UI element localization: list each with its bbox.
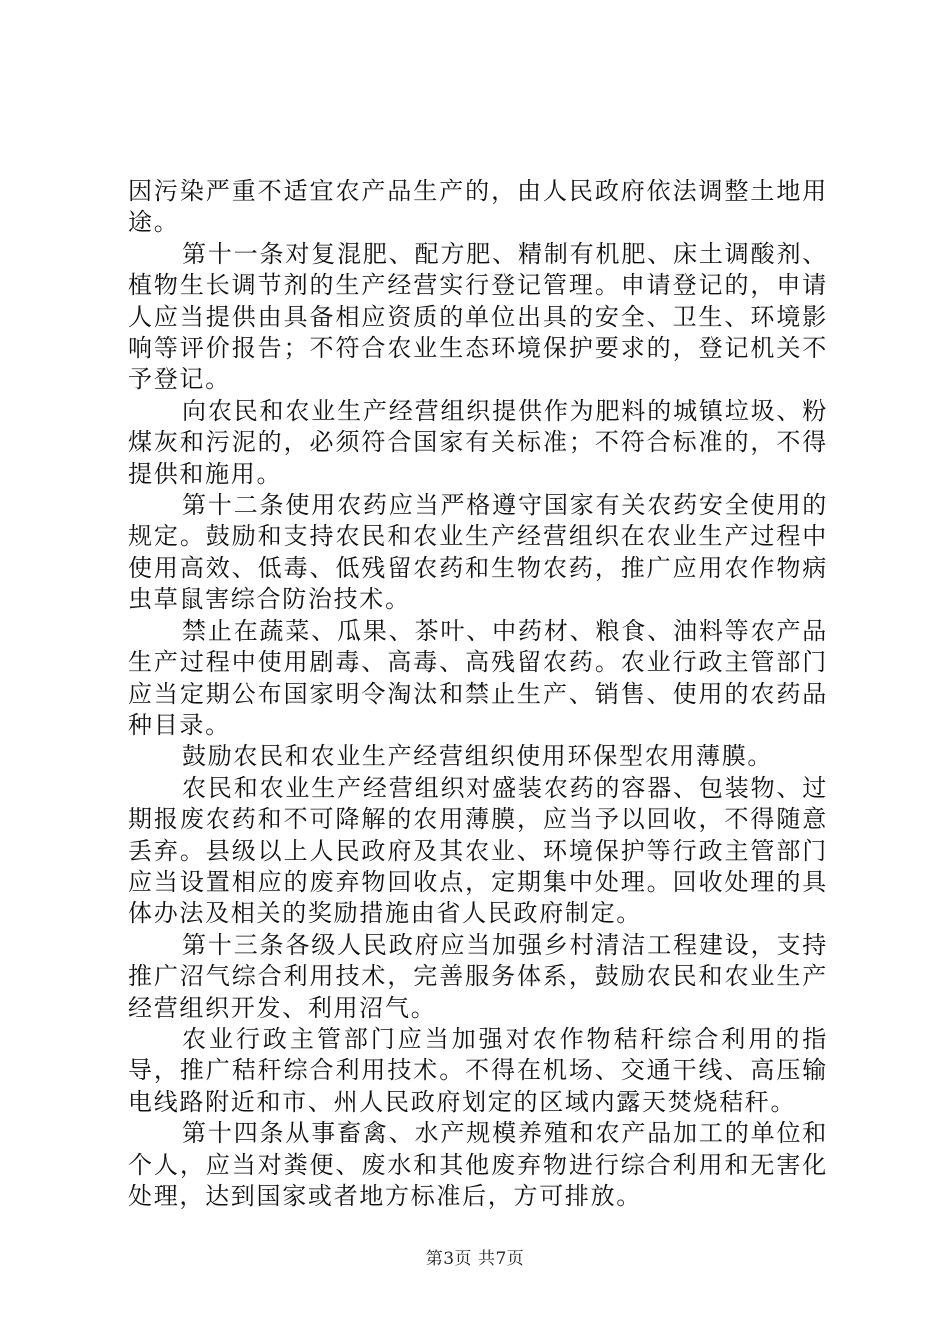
paragraph: 第十四条从事畜禽、水产规模养殖和农产品加工的单位和个人，应当对粪便、废水和其他废弃物进行综合利用和无害化处理，达到国家或者地方标准后，方可排放。: [128, 1119, 828, 1210]
document-body: [128, 176, 828, 1212]
paragraph: 第十三条各级人民政府应当加强乡村清洁工程建设，支持推广沼气综合利用技术，完善服务体系，鼓励农民和农业生产经营组织开发、利用沼气。: [128, 930, 828, 1022]
paragraph: 第十二条使用农药应当严格遵守国家有关农药安全使用的规定。鼓励和支持农民和农业生产经营组织在农业生产过程中使用高效、低毒、低残留农药和生物农药，推广应用农作物病虫草鼠害综合防治技术。: [128, 491, 828, 614]
paragraph: 农民和农业生产经营组织对盛装农药的容器、包装物、过期报废农药和不可降解的农用薄膜，应当予以回收，不得随意丢弃。县级以上人民政府及其农业、环境保护等行政主管部门应当设置相应的废弃物回收点，定期集中处理。回收处理的具体办法及相关的奖励措施由省人民政府制定。: [128, 773, 828, 928]
paragraph: 第十一条对复混肥、配方肥、精制有机肥、床土调酸剂、植物生长调节剂的生产经营实行登记管理。申请登记的，申请人应当提供由具备相应资质的单位出具的安全、卫生、环境影响等评价报告；不符合农业生态环境保护要求的，登记机关不予登记。: [128, 239, 828, 394]
paragraph: 禁止在蔬菜、瓜果、茶叶、中药材、粮食、油料等农产品生产过程中使用剧毒、高毒、高残留农药。农业行政主管部门应当定期公布国家明令淘汰和禁止生产、销售、使用的农药品种目录。: [128, 616, 828, 739]
paragraph: 向农民和农业生产经营组织提供作为肥料的城镇垃圾、粉煤灰和污泥的，必须符合国家有关标准；不符合标准的，不得提供和施用。: [128, 396, 828, 488]
paragraph: 农业行政主管部门应当加强对农作物秸秆综合利用的指导，推广秸秆综合利用技术。不得在机场、交通干线、高压输电线路附近和市、州人民政府划定的区域内露天焚烧秸秆。: [128, 1024, 828, 1116]
paragraph: 鼓励农民和农业生产经营组织使用环保型农用薄膜。: [182, 742, 774, 771]
page-number-footer: 第3页 共7页: [425, 1249, 525, 1269]
paragraph: 因污染严重不适宜农产品生产的，由人民政府依法调整土地用途。: [128, 177, 828, 237]
